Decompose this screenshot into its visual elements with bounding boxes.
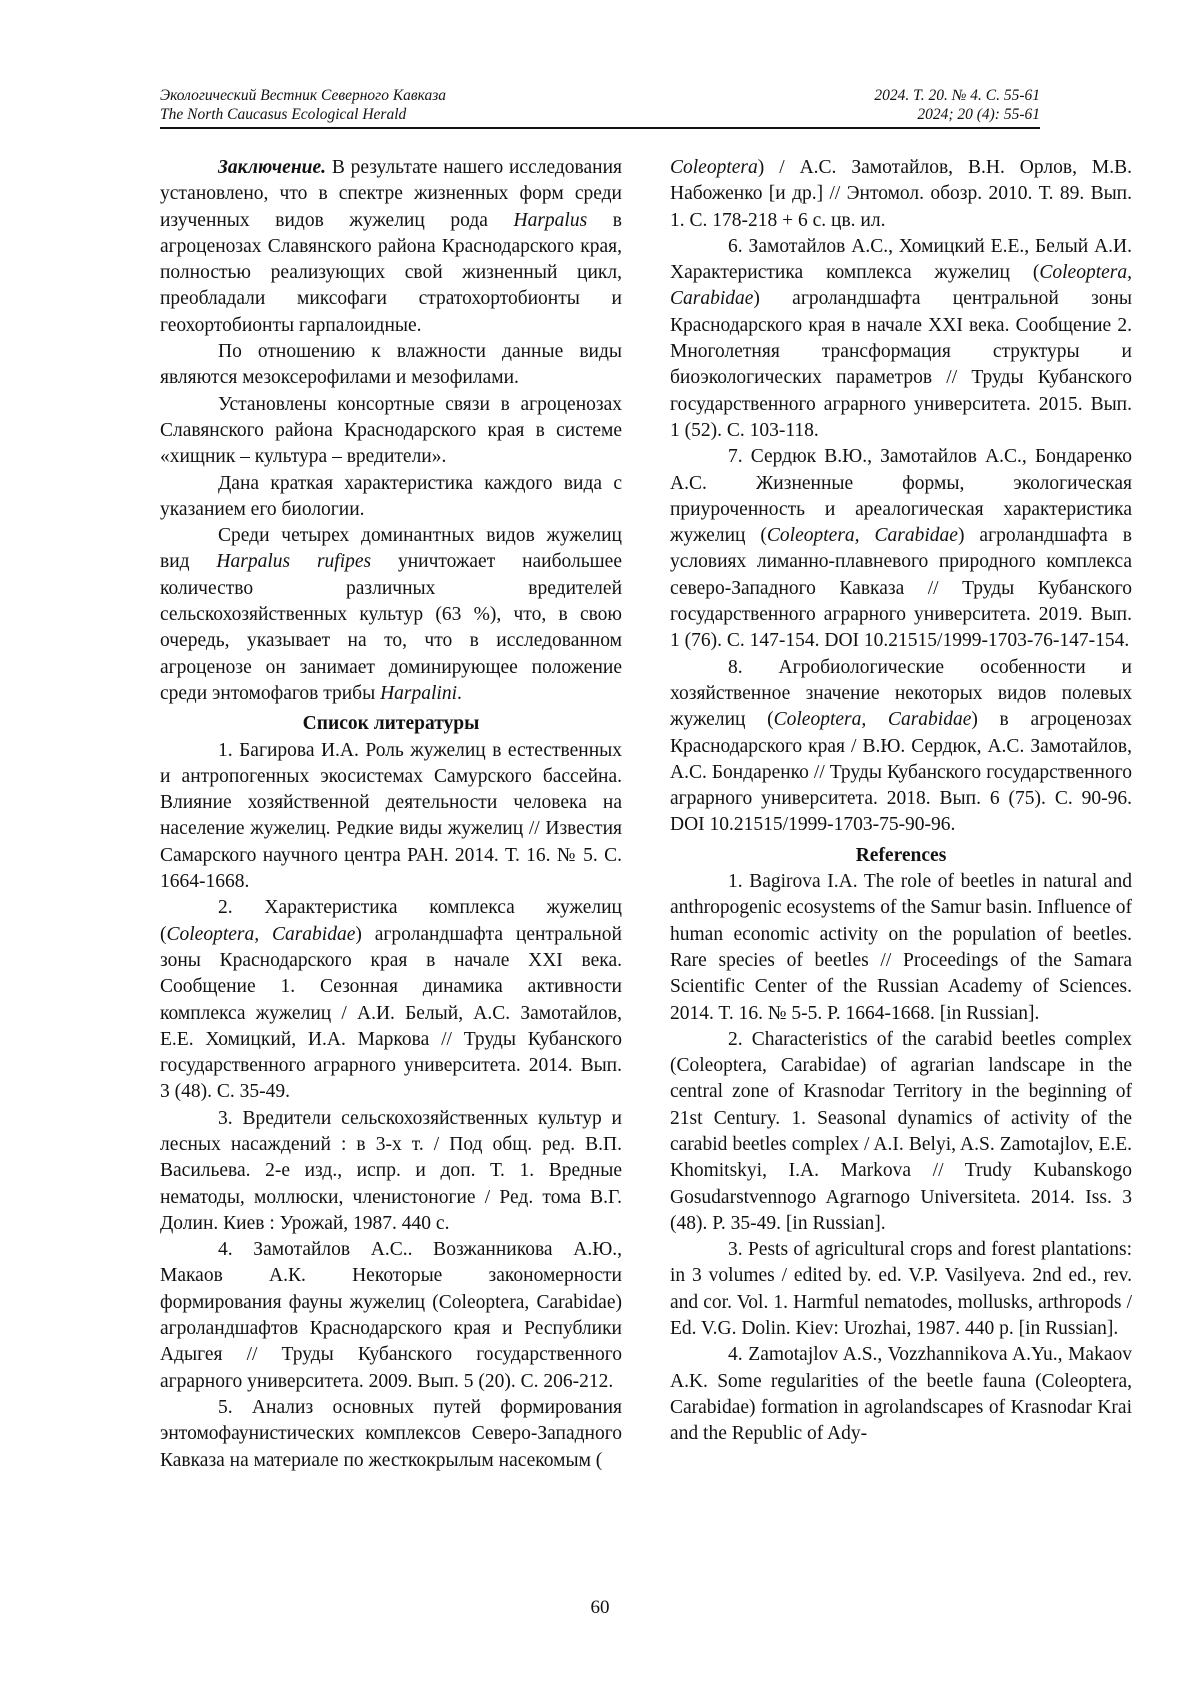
conclusion-paragraph-1	[160, 155, 622, 339]
reference-ru-2-b: ) агроландшафта центральной зоны Краснодарского края в начале XXI века. Сообщение 1. Сезонная динамика активности комплекса жужелиц / А.И. Белый, А.С. Замотайлов, Е.Е. Хомицкий, И.А. Маркова // Труды Кубанского государственного аграрного университета. 2014. Вып. 3 (48). С. 35-49.	[160, 923, 622, 1103]
reference-ru-8-taxon: Coleoptera, Carabidae	[773, 709, 972, 731]
conclusion-paragraph-5	[160, 523, 622, 707]
reference-ru-6	[670, 234, 1132, 444]
species-name: Harpalus rufipes	[216, 551, 372, 573]
reference-en-3: 3. Pests of agricultural crops and forest plantations: in 3 volumes / edited by. ed. V.P. Vasilyeva. 2nd ed., rev. and cor. Vol. 1. Harmful nematodes, mollusks, arthropods / Ed. V.G. Dolin. Kiev: Urozhai, 1987. 440 p. [in Russian].	[670, 1239, 1132, 1340]
conclusion-lead: Заключение.	[218, 157, 327, 178]
reference-ru-1: 1. Багирова И.А. Роль жужелиц в естественных и антропогенных экосистемах Самурского бассейна. Влияние хозяйственной деятельности человека на население жужелиц. Редкие виды жужелиц // Известия Самарского научного центра РАН. 2014. Т. 16. № 5. С. 1664-1668.	[160, 739, 622, 893]
conclusion-text-5-end: .	[457, 682, 462, 704]
reference-ru-7	[670, 444, 1132, 654]
reference-ru-8-b: ) в агроценозах Краснодарского края / В.Ю. Сердюк, А.С. Замотайлов, А.С. Бондаренко // Труды Кубанского государственного аграрного университета. 2018. Вып. 6 (75). С. 90-96. DOI 10.21515/1999-1703-75-90-96.	[670, 709, 1132, 836]
right-column	[670, 155, 1132, 1448]
journal-title-en: The North Caucasus Ecological Herald	[160, 106, 407, 123]
reference-ru-6-taxon: Coleoptera, Carabidae	[670, 262, 1132, 310]
reference-en-1: 1. Bagirova I.A. The role of beetles in natural and anthropogenic ecosystems of the Samur basin. Influence of human economic activity on the population of beetles. Rare species of beetles // Proceedings of the Samara Scientific Center of the Russian Academy of Sciences. 2014. T. 16. № 5-5. P. 1664-1668. [in Russian].	[670, 871, 1132, 1024]
citation-en: 2024; 20 (4): 55-61	[917, 106, 1040, 123]
reference-ru-8-a: 8. Агробиологические особенности и хозяйственное значение некоторых видов полевых жужелиц (	[670, 656, 1132, 731]
reference-ru-5-taxon: Coleoptera	[670, 157, 758, 178]
reference-ru-2	[160, 895, 622, 1105]
reference-ru-6-a: 6. Замотайлов А.С., Хомицкий Е.Е., Белый А.И. Характеристика комплекса жужелиц (	[670, 235, 1132, 284]
reference-ru-5-b: ) / А.С. Замотайлов, В.Н. Орлов, М.В. Набоженко [и др.] // Энтомол. обозр. 2010. Т. 89. Вып. 1. С. 178-218 + 6 с. цв. ил.	[670, 157, 1132, 231]
reference-ru-5-continued	[670, 155, 1132, 234]
reference-ru-7-a: 7. Сердюк В.Ю., Замотайлов А.С., Бондаренко А.С. Жизненные формы, экологическая приуроченность и ареалогическая характеристика жужелиц (	[670, 446, 1132, 547]
reference-ru-6-b: ) агроландшафта центральной зоны Краснодарского края в начале XXI века. Сообщение 2. Многолетняя трансформация структуры и биоэкологических параметров // Труды Кубанского государственного аграрного университета. 2015. Вып. 1 (52). С. 103-118.	[670, 288, 1132, 441]
left-column	[160, 155, 622, 1474]
tribe-name: Harpalini	[380, 682, 457, 704]
journal-title-ru: Экологический Вестник Северного Кавказа	[160, 87, 447, 104]
reference-ru-8	[670, 655, 1132, 839]
reference-ru-7-taxon: Coleoptera, Carabidae	[766, 525, 958, 547]
reference-ru-5	[160, 1395, 622, 1474]
conclusion-text-5b: уничтожает наибольшее количество различных вредителей сельскохозяйственных культур (63 %), что, в свою очередь, указывает на то, что в исследованном агроценозе он занимает доминирующее положение среди энтомофагов трибы	[160, 551, 622, 704]
conclusion-paragraph-4: Дана краткая характеристика каждого вида с указанием его биологии.	[160, 472, 622, 520]
citation-ru: 2024. Т. 20. № 4. С. 55-61	[874, 87, 1040, 104]
reference-ru-2-a: 2. Характеристика комплекса жужелиц (	[160, 897, 622, 945]
conclusion-paragraph-2: По отношению к влажности данные виды являются мезоксерофилами и мезофилами.	[160, 341, 622, 389]
reference-ru-2-taxon: Coleoptera, Carabidae	[166, 923, 356, 945]
reference-ru-4: 4. Замотайлов А.С.. Возжанникова А.Ю., Макаов А.К. Некоторые закономерности формирования фауны жужелиц (Coleoptera, Carabidae) агроландшафтов Краснодарского края и Республики Адыгея // Труды Кубанского государственного аграрного университета. 2009. Вып. 5 (20). С. 206-212.	[160, 1239, 622, 1392]
reference-ru-3: 3. Вредители сельскохозяйственных культур и лесных насаждений : в 3-х т. / Под общ. ред. В.П. Васильева. 2-е изд., испр. и доп. Т. 1. Вредные нематоды, моллюски, членистоногие / Ред. тома В.Г. Долин. Киев : Урожай, 1987. 440 с.	[160, 1107, 622, 1234]
reference-en-2: 2. Characteristics of the carabid beetles complex (Coleoptera, Carabidae) of agrarian landscape in the central zone of Krasnodar Territory in the beginning of 21st Century. 1. Seasonal dynamics of activity of the carabid beetles complex / A.I. Belyi, A.S. Zamotajlov, E.E. Khomitskyi, I.A. Markova // Trudy Kubanskogo Gosudarstvennogo Agrarnogo Universiteta. 2014. Iss. 3 (48). P. 35-49. [in Russian].	[670, 1028, 1132, 1234]
references-en-heading: References	[855, 844, 947, 866]
page-number: 60	[590, 1597, 610, 1618]
genus-name: Harpalus	[513, 209, 588, 231]
conclusion-text-5a: Среди четырех доминантных видов жужелиц вид	[160, 525, 622, 573]
reference-en-4: 4. Zamotajlov A.S., Vozzhannikova A.Yu., Makaov A.K. Some regularities of the beetle fauna (Coleoptera, Carabidae) formation in agrolandscapes of Krasnodar Krai and the Republic of Ady-	[670, 1344, 1132, 1445]
conclusion-text-1-end: в агроценозах Славянского района Краснодарского края, полностью реализующих свой жизненный цикл, преобладали миксофаги стратохортобионты и геохортобионты гарпалоидные.	[160, 209, 623, 336]
reference-ru-5-a: 5. Анализ основных путей формирования энтомофаунистических комплексов Северо-Западного Кавказа на материале по жесткокрылым насекомым (	[160, 1396, 622, 1471]
conclusion-paragraph-3: Установлены консортные связи в агроценозах Славянского района Краснодарского края в системе «хищник – культура – вредители».	[160, 393, 622, 468]
references-ru-heading: Список литературы	[302, 713, 480, 735]
reference-ru-7-b: ) агроландшафта в условиях лиманно-плавневого природного комплекса северо-Западного Кавказа // Труды Кубанского государственного аграрного университета. 2019. Вып. 1 (76). С. 147-154. DOI 10.21515/1999-1703-76-147-154.	[670, 525, 1132, 652]
conclusion-text-1: В результате нашего исследования установлено, что в спектре жизненных форм среди изученных видов жужелиц рода	[160, 157, 622, 231]
running-header	[160, 86, 1040, 129]
